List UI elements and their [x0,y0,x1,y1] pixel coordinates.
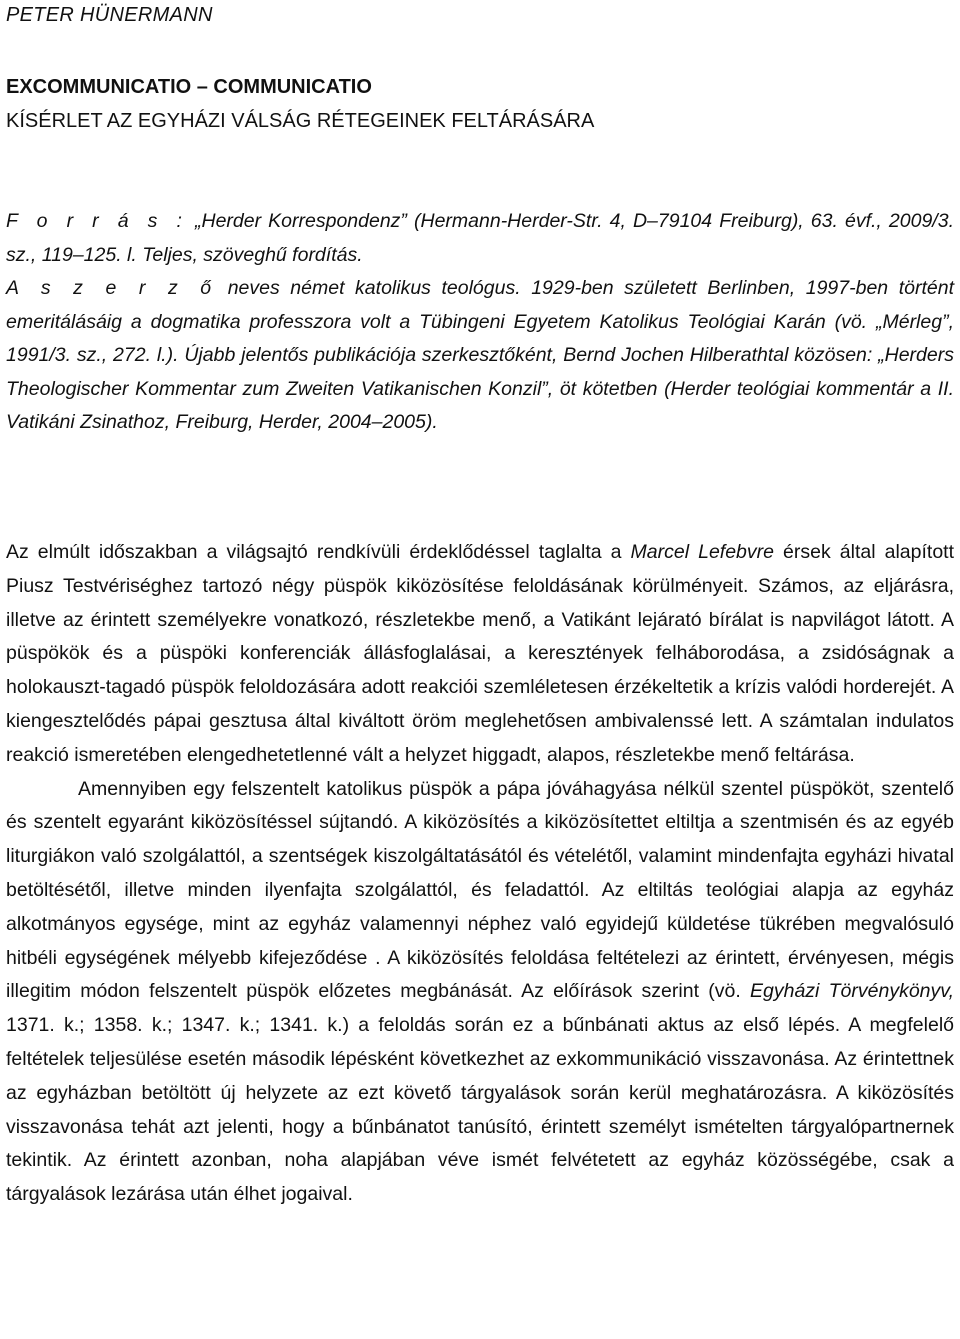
author-bio-part-2: 1991/3. sz., 272. l.). Újabb jelentős publikációja szerkesztőként, Bernd Jochen Hilberathtal közösen: [6,344,879,366]
book-title: Egyházi Törvénykönyv, [750,980,954,1003]
merleg-reference: „Mérleg”, [875,310,954,333]
person-name: Marcel Lefebvre [630,541,774,563]
paragraph-1 [6,536,954,773]
page-subtitle: KÍSÉRLET AZ EGYHÁZI VÁLSÁG RÉTEGEINEK FELTÁRÁSÁRA [6,110,595,132]
paragraph-1-text-a: Az elmúlt időszakban a világsajtó rendkívüli érdeklődéssel taglalta a [6,541,631,563]
paragraph-2 [6,773,954,1212]
author-label: A s z e r z ő [6,277,218,299]
author-bio-part-3: öt kötetben (Herder teológiai kommentár a II. Vatikáni Zsinathoz, Freiburg, Herder, 2004–2005). [6,377,954,433]
work-title: „Herders Theologischer Kommentar zum Zweiten Vatikanischen Konzil”, [6,344,954,400]
article-body [6,536,954,1212]
source-text: „Herder Korrespondenz” (Hermann-Herder-Str. 4, D–79104 Freiburg), 63. évf., 2009/3. sz., 119–125. l. Teljes, szöveghű fordítás. [6,210,954,266]
paragraph-1-text-b: érsek által alapított Piusz Testvériséghez tartozó négy püspök kiközösítése feloldásának körülményeit. Számos, az eljárásra, illetve az érintett személyekre vonatkozó, részletekbe menő, a Vatikánt lejárató bírálat is napvilágot látott. A püspökök és a püspöki konferenciák állásfoglalásai, a keresztények felháborodása, a zsidóságnak a holokauszt-tagadó püspök feloldozására adott reakciói szemléletesen érzékeltetik a krízis valódi horderejét. A kiengesztelődés pápai gesztusa által kiváltott öröm meglehetősen ambivalenssé lett. A számtalan indulatos reakció ismeretében elengedhetetlenné vált a helyzet higgadt, alapos, részletekbe menő feltárása. [6,541,954,766]
title-block [6,70,594,138]
author-bio-part-1: neves német katolikus teológus. 1929-ben született Berlinben, 1997-ben történt emeritálásáig a dogmatika professzora volt a Tübingeni Egyetem Katolikus Teológiai Karán (vö. [6,277,954,333]
author-name: PETER HÜNERMANN [6,4,213,26]
paragraph-2-text-b: 1371. k.; 1358. k.; 1347. k.; 1341. k.) a feloldás során ez a bűnbánati aktus az első lépés. A megfelelő feltételek teljesülése esetén második lépésként következhet az exkommunikáció visszavonása. Az érintettnek az egyházban betöltött új helyzete az ezt követő tárgyalások során kerül meghatározásra. A kiközösítés visszavonása tehát azt jelenti, hogy a bűnbánatot tanúsító, érintett személyt ismételten tárgyalópartnernek tekintik. Az érintett azonban, noha alapjában véve ismét felvétetett az egyház közösségébe, csak a tárgyalások lezárása után élhet jogaival. [6,1014,954,1206]
paragraph-2-text-a: Amennyiben egy felszentelt katolikus püspök a pápa jóváhagyása nélkül szentel püspököt, szentelő és szentelt egyaránt kiközösítéssel sújtandó. A kiközösítés a kiközösítettet eltiltja a szentmisén és az egyéb liturgiákon való szolgálattól, a szentségek kiszolgáltatásától és vételétől, valamint mindenfajta egyházi hivatal betöltésétől, illetve minden ilyenfajta szolgálattól, és feladattól. Az eltiltás teológiai alapja az egyház alkotmányos egysége, mint az egyház valamennyi néphez való egyidejű küldetése tükrében megvalósuló hitbéli egységének mélyebb kifejeződése . A kiközösítés feloldása feltételezi az érintett, érvényesen, mégis illegitim módon felszentelt püspök előzetes megbánását. Az előírások szerint (vö. [6,777,954,1003]
source-label: F o r r á s : [6,210,188,232]
page-title: EXCOMMUNICATIO – COMMUNICATIO [6,76,372,98]
source-note [6,205,954,440]
